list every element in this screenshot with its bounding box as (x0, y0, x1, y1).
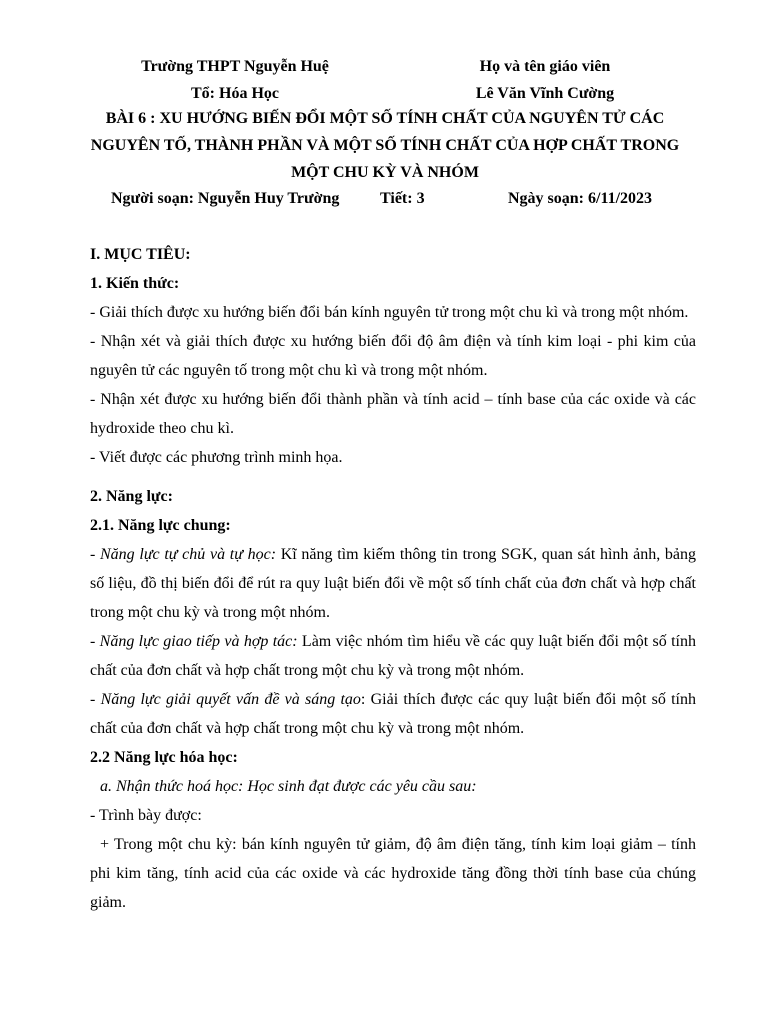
competency-label: - Năng lực giải quyết vấn đề và sáng tạo (90, 691, 361, 708)
chemistry-period-item (90, 830, 696, 917)
section-heading-competencies: 2. Năng lực: (90, 488, 173, 505)
section-heading-objectives: I. MỤC TIÊU: (90, 246, 191, 263)
teacher-name: Lê Văn Vĩnh Cường (475, 85, 615, 102)
document-body (90, 240, 696, 917)
competency-text: : Giải thích được các quy luật biến đổi một số tính chất của đơn chất và hợp chất trong một chu kỳ và trong một nhóm. (90, 691, 696, 737)
knowledge-item: - Giải thích được xu hướng biến đổi bán kính nguyên tử trong một chu kì và trong một nhóm. (90, 304, 689, 321)
general-competency-item (90, 540, 696, 627)
knowledge-item: - Nhận xét được xu hướng biến đổi thành phần và tính acid – tính base của các oxide và các hydroxide theo chu kì. (90, 391, 696, 437)
school-name: Trường THPT Nguyễn Huệ (141, 58, 329, 75)
date-line: Ngày soạn: 6/11/2023 (508, 190, 653, 207)
lesson-title-line-2: NGUYÊN TỐ, THÀNH PHẦN VÀ MỘT SỐ TÍNH CHẤT CỦA HỢP CHẤT TRONG (90, 137, 680, 154)
competency-label: - Năng lực giao tiếp và hợp tác: (90, 633, 298, 650)
competency-text: Kĩ năng tìm kiếm thông tin trong SGK, quan sát hình ảnh, bảng số liệu, đồ thị biến đổi để rút ra quy luật biến đổi về một số tính chất của đơn chất và hợp chất trong một chu kỳ và trong một nhóm. (90, 546, 697, 621)
subheading-knowledge: 1. Kiến thức: (90, 275, 180, 292)
chemistry-intro-line: - Trình bày được: (90, 807, 202, 824)
chemistry-awareness-line: a. Nhận thức hoá học: Học sinh đạt được các yêu cầu sau: (100, 778, 477, 795)
competency-label: - Năng lực tự chủ và tự học: (90, 546, 277, 563)
department-name: Tổ: Hóa Học (191, 85, 279, 102)
author-line: Người soạn: Nguyễn Huy Trường (111, 190, 340, 207)
competency-text: Làm việc nhóm tìm hiểu về các quy luật biến đổi một số tính chất của đơn chất và hợp chất trong một chu kỳ và trong một nhóm. (90, 633, 696, 679)
teacher-label: Họ và tên giáo viên (479, 58, 611, 75)
knowledge-item: - Nhận xét và giải thích được xu hướng biến đổi độ âm điện và tính kim loại - phi kim của nguyên tử các nguyên tố trong một chu kì và trong một nhóm. (90, 333, 696, 379)
lesson-title-line-3: MỘT CHU KỲ VÀ NHÓM (291, 164, 479, 181)
subheading-general-competencies: 2.1. Năng lực chung: (90, 517, 231, 534)
general-competency-item (90, 685, 696, 743)
knowledge-item: - Viết được các phương trình minh họa. (90, 449, 343, 466)
period-line: Tiết: 3 (380, 190, 425, 207)
general-competency-item (90, 627, 696, 685)
lesson-title-line-1: BÀI 6 : XU HƯỚNG BIẾN ĐỔI MỘT SỐ TÍNH CHẤT CỦA NGUYÊN TỬ CÁC (105, 110, 665, 127)
chemistry-period-text: + Trong một chu kỳ: bán kính nguyên tử giảm, độ âm điện tăng, tính kim loại giảm – tính phi kim tăng, tính acid của các oxide và các hydroxide tăng đồng thời tính base của chúng giảm. (90, 836, 696, 911)
subheading-chemistry-competencies: 2.2 Năng lực hóa học: (90, 749, 238, 766)
